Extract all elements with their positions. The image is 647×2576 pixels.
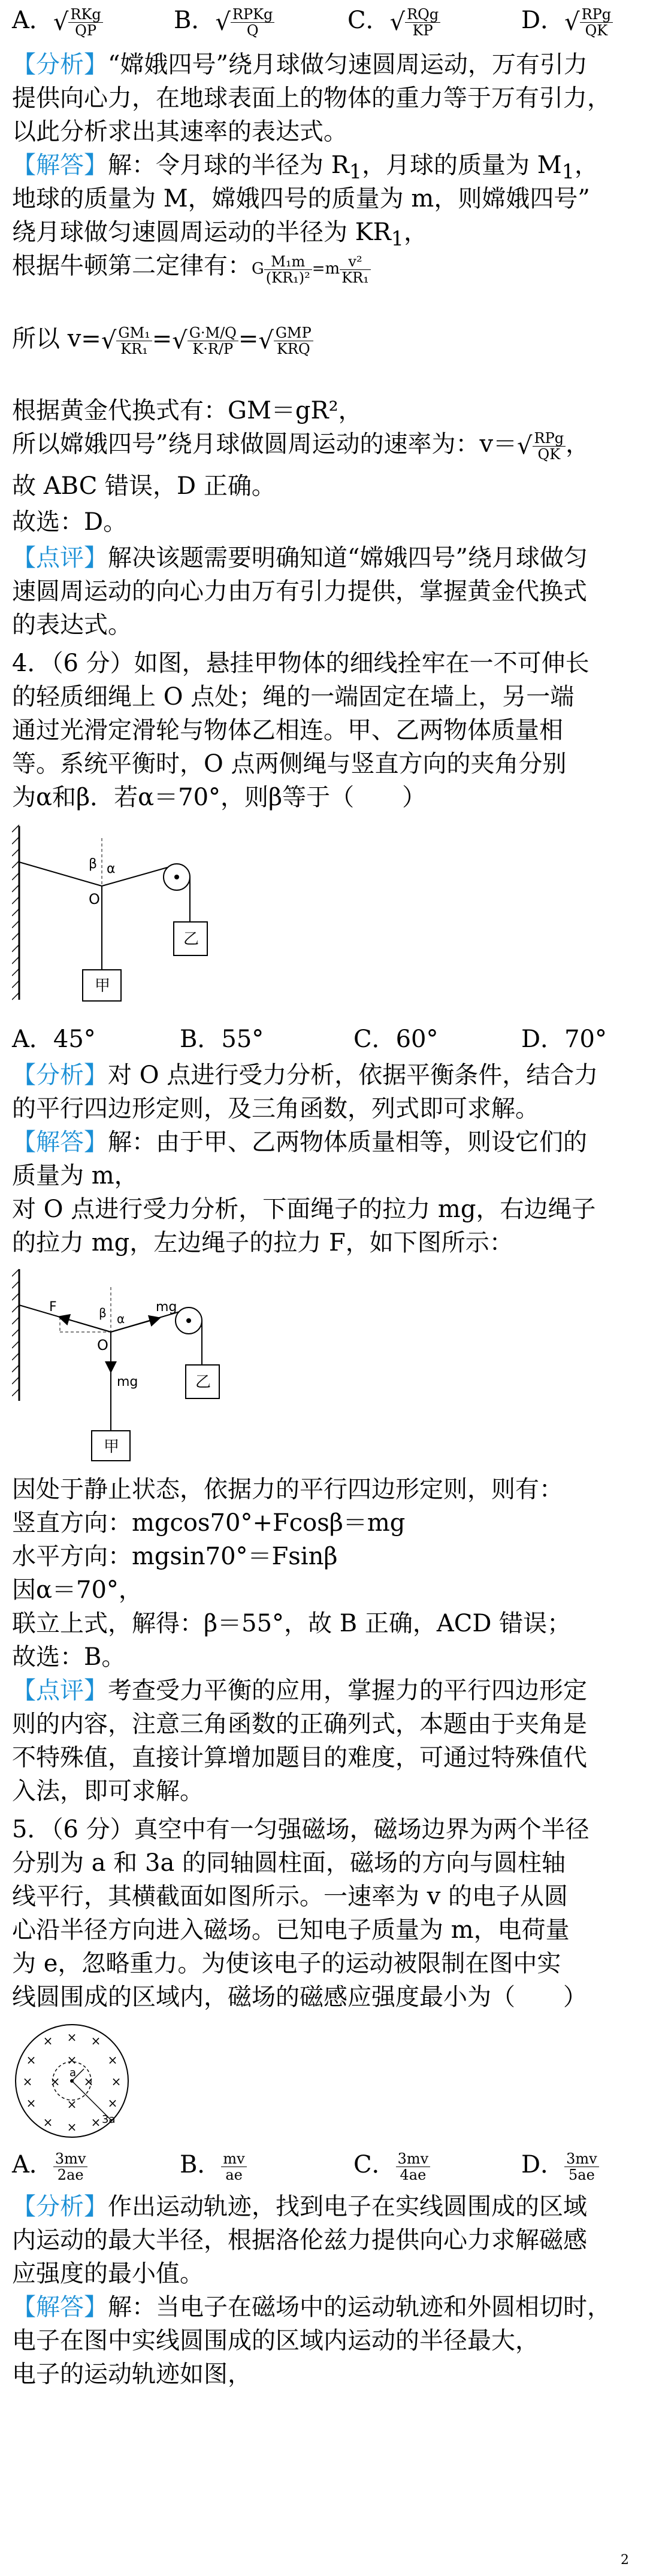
q4-pulley-figure [12, 820, 216, 1012]
force-mg-down-label: mg [117, 1375, 138, 1389]
svg-text:×: × [107, 2053, 118, 2067]
force-f-label: F [49, 1300, 57, 1315]
q3-analysis-line2: 提供向心力，在地球表面上的物体的重力等于万有引力， [12, 84, 611, 112]
q3-option-d[interactable]: D．√ $\frac{\text{RPg}}{QK}$ [521, 5, 613, 38]
q5-stem-line4: 心沿半径方向进入磁场。已知电子质量为 m，电荷量 [12, 1916, 570, 1944]
q3-solution-line1: 【解答】解：令月球的半径为 $R_1$，月球的质量为 $M_1$， [12, 151, 598, 183]
q5-options [12, 2149, 635, 2185]
q5-stem-line2: 分别为 a 和 3a 的同轴圆柱面，磁场的方向与圆柱轴 [12, 1849, 566, 1877]
sqrt-icon: √ [53, 8, 69, 36]
q3-comment-line3: 的表达式。 [12, 611, 132, 639]
q4-stem-line2: 的轻质细绳上 O 点处；绳的一端固定在墙上，另一端 [12, 683, 575, 711]
q3-option-a[interactable]: A．√ $\frac{\text{RKg}}{QP}$ [12, 5, 103, 38]
object-jia-label: 甲 [95, 977, 111, 995]
q5-stem-line1: 5．（6 分）真空中有一匀强磁场，磁场边界为两个半径 [12, 1816, 589, 1843]
q4-stem-line4: 等。系统平衡时，O 点两侧绳与竖直方向的夹角分别 [12, 750, 567, 778]
q5-stem-line3: 线平行，其横截面如图所示。一速率为 v 的电子从圆 [12, 1883, 569, 1910]
q4-solution-line5: 因处于静止状态，依据力的平行四边形定则，则有： [12, 1476, 563, 1503]
q4-solution-line9: 联立上式，解得：β＝55°，故 B 正确，ACD 错误； [12, 1610, 572, 1637]
q5-solution-line2: 电子在图中实线圆围成的区域内运动的半径最大， [12, 2327, 539, 2354]
radius-a-label: a [69, 2067, 77, 2079]
q5-stem-line5: 为 e，忽略重力。为使该电子的运动被限制在图中实 [12, 1950, 561, 1977]
svg-text:×: × [90, 2115, 101, 2129]
q5-option-d[interactable]: D． $\frac{3mv}{5ae}$ [521, 2149, 599, 2183]
solution-tag: 【解答】 [12, 151, 108, 179]
alpha-label: α [117, 1312, 125, 1326]
page-number: 2 [621, 2553, 629, 2568]
q3-solution-line4: 根据牛顿第二定律有：G $\frac{\text{M₁m}}{\text{(KR₁)²}}$ =m $\frac{\text{v²}}{\text{KR₁}}$ [12, 250, 371, 286]
q4-options [12, 1024, 635, 1055]
q5-stem-line6: 线圆围成的区域内，磁场的磁感应强度最小为（ ） [12, 1983, 587, 2011]
q3-option-c[interactable]: C．√ $\frac{\text{RQg}}{KP}$ [347, 5, 440, 38]
q4-solution-line2: 质量为 m， [12, 1162, 138, 1190]
sqrt-icon: √ [517, 432, 533, 460]
svg-text:×: × [107, 2096, 118, 2110]
sqrt-icon: √ [172, 327, 188, 354]
solution-tag: 【解答】 [12, 1128, 108, 1156]
comment-tag: 【点评】 [12, 544, 108, 572]
sqrt-icon: √ [564, 8, 580, 36]
sqrt-icon: √ [389, 8, 406, 36]
force-mg-right-label: mg [156, 1300, 177, 1315]
comment-tag: 【点评】 [12, 1677, 108, 1704]
svg-text:×: × [66, 2097, 77, 2111]
svg-text:×: × [43, 2115, 53, 2129]
object-yi-label: 乙 [183, 930, 199, 948]
q5-option-a[interactable]: A． $\frac{3mv}{2ae}$ [12, 2149, 87, 2183]
q5-option-c[interactable]: C． $\frac{3mv}{4ae}$ [353, 2149, 430, 2183]
svg-text:×: × [66, 2053, 77, 2067]
svg-text:×: × [111, 2074, 122, 2089]
q4-option-b[interactable]: B．55° [180, 1025, 264, 1053]
q4-solution-line4: 的拉力 mg，左边绳子的拉力 F，如下图所示： [12, 1229, 513, 1257]
q5-solution-line3: 电子的运动轨迹如图， [12, 2360, 252, 2388]
q5-solution-line1: 【解答】解：当电子在磁场中的运动轨迹和外圆相切时， [12, 2293, 611, 2321]
q3-analysis-line3: 以此分析求出其速率的表达式。 [12, 118, 347, 145]
q3-comment-line1: 【点评】解决该题需要明确知道“嫦娥四号”绕月球做匀 [12, 544, 588, 572]
radius-3a-label: 3a [102, 2113, 116, 2126]
q4-stem-line3: 通过光滑定滑轮与物体乙相连。甲、乙两物体质量相 [12, 717, 563, 744]
q4-option-c[interactable]: C．60° [353, 1025, 439, 1053]
q3-solution-line3: 绕月球做匀速圆周运动的半径为 $KR_1$， [12, 219, 428, 250]
analysis-tag: 【分析】 [12, 1061, 108, 1089]
q4-analysis-line2: 的平行四边形定则，及三角函数，列式即可求解。 [12, 1095, 539, 1122]
svg-text:×: × [26, 2096, 37, 2110]
q3-solution-line6: 根据黄金代换式有：GM＝gR²， [12, 397, 362, 424]
q4-comment-line2: 则的内容，注意三角函数的正确列式，本题由于夹角是 [12, 1710, 587, 1738]
q5-option-b[interactable]: B． $\frac{mv}{ae}$ [180, 2149, 247, 2183]
q4-option-a[interactable]: A．45° [12, 1025, 96, 1053]
svg-text:×: × [26, 2053, 37, 2067]
q4-solution-line7: 水平方向：mgsin70°＝Fsinβ [12, 1543, 338, 1570]
analysis-tag: 【分析】 [12, 51, 108, 78]
svg-text:×: × [50, 2074, 61, 2089]
point-o-label: O [89, 891, 100, 908]
q4-option-d[interactable]: D．70° [521, 1025, 607, 1053]
q4-force-figure [12, 1263, 228, 1467]
q3-solution-line8: 故 ABC 错误，D 正确。 [12, 472, 276, 500]
q5-analysis-line1: 【分析】作出运动轨迹，找到电子在实线圆围成的区域 [12, 2193, 587, 2220]
q4-stem-line5: 为α和β．若α＝70°，则β等于（ ） [12, 784, 427, 811]
beta-label: β [99, 1306, 107, 1320]
point-o-label: O [97, 1337, 108, 1354]
q3-solution-line7: 所以嫦娥四号”绕月球做圆周运动的速率为：v＝√ $\frac{\text{RPg}}{QK}$ ， [12, 429, 590, 463]
svg-text:×: × [66, 2030, 77, 2044]
svg-text:×: × [83, 2074, 94, 2089]
q4-solution-line8: 因α＝70°， [12, 1576, 143, 1604]
solution-tag: 【解答】 [12, 2293, 108, 2321]
svg-text:×: × [22, 2074, 33, 2089]
q5-magnetic-field-figure [12, 2021, 132, 2141]
q3-comment-line2: 速圆周运动的向心力由万有引力提供，掌握黄金代换式 [12, 578, 587, 605]
q3-analysis-line1: 【分析】“嫦娥四号”绕月球做匀速圆周运动，万有引力 [12, 51, 588, 78]
q3-solution-line5: 所以 v=√ $\frac{\text{GM₁}}{\text{KR₁}}$ =√ $\frac{G\cdot M/Q}{K\cdot R/P}$ =√ $\frac{\text{GMP}}{\text{KRQ}}$ [12, 323, 313, 357]
q5-analysis-line3: 应强度的最小值。 [12, 2260, 204, 2287]
sqrt-icon: √ [215, 8, 231, 36]
q3-option-b[interactable]: B．√ $\frac{\text{RPKg}}{Q}$ [174, 5, 274, 38]
q4-solution-line10: 故选：B。 [12, 1643, 126, 1671]
q4-comment-line1: 【点评】考查受力平衡的应用，掌握力的平行四边形定 [12, 1677, 587, 1704]
beta-label: β [89, 857, 98, 872]
q4-solution-line6: 竖直方向：mgcos70°+Fcosβ＝mg [12, 1509, 406, 1537]
q4-solution-line3: 对 O 点进行受力分析，下面绳子的拉力 mg，右边绳子 [12, 1196, 596, 1223]
object-jia-label: 甲 [104, 1438, 120, 1456]
sqrt-icon: √ [101, 327, 117, 354]
q4-comment-line3: 不特殊值，直接计算增加题目的难度，可通过特殊值代 [12, 1744, 587, 1771]
object-yi-label: 乙 [195, 1373, 211, 1391]
q4-analysis-line1: 【分析】对 O 点进行受力分析，依据平衡条件，结合力 [12, 1061, 598, 1089]
q3-solution-line2: 地球的质量为 M，嫦娥四号的质量为 m，则嫦娥四号” [12, 185, 590, 213]
sqrt-icon: √ [258, 327, 274, 354]
q3-solution-line9: 故选：D。 [12, 508, 128, 536]
q4-comment-line4: 入法，即可求解。 [12, 1777, 204, 1805]
q5-analysis-line2: 内运动的最大半径，根据洛伦兹力提供向心力求解磁感 [12, 2226, 587, 2254]
q3-options [12, 5, 635, 41]
q4-solution-line1: 【解答】解：由于甲、乙两物体质量相等，则设它们的 [12, 1128, 587, 1156]
q4-stem-line1: 4．（6 分）如图，悬挂甲物体的细线拴牢在一不可伸长 [12, 650, 589, 677]
svg-text:×: × [43, 2034, 53, 2048]
alpha-label: α [107, 861, 116, 876]
svg-text:×: × [66, 2120, 77, 2134]
analysis-tag: 【分析】 [12, 2193, 108, 2220]
equation-newton: G $\frac{\text{M₁m}}{\text{(KR₁)²}}$ =m $\frac{\text{v²}}{\text{KR₁}}$ [252, 260, 371, 278]
svg-text:×: × [90, 2034, 101, 2048]
